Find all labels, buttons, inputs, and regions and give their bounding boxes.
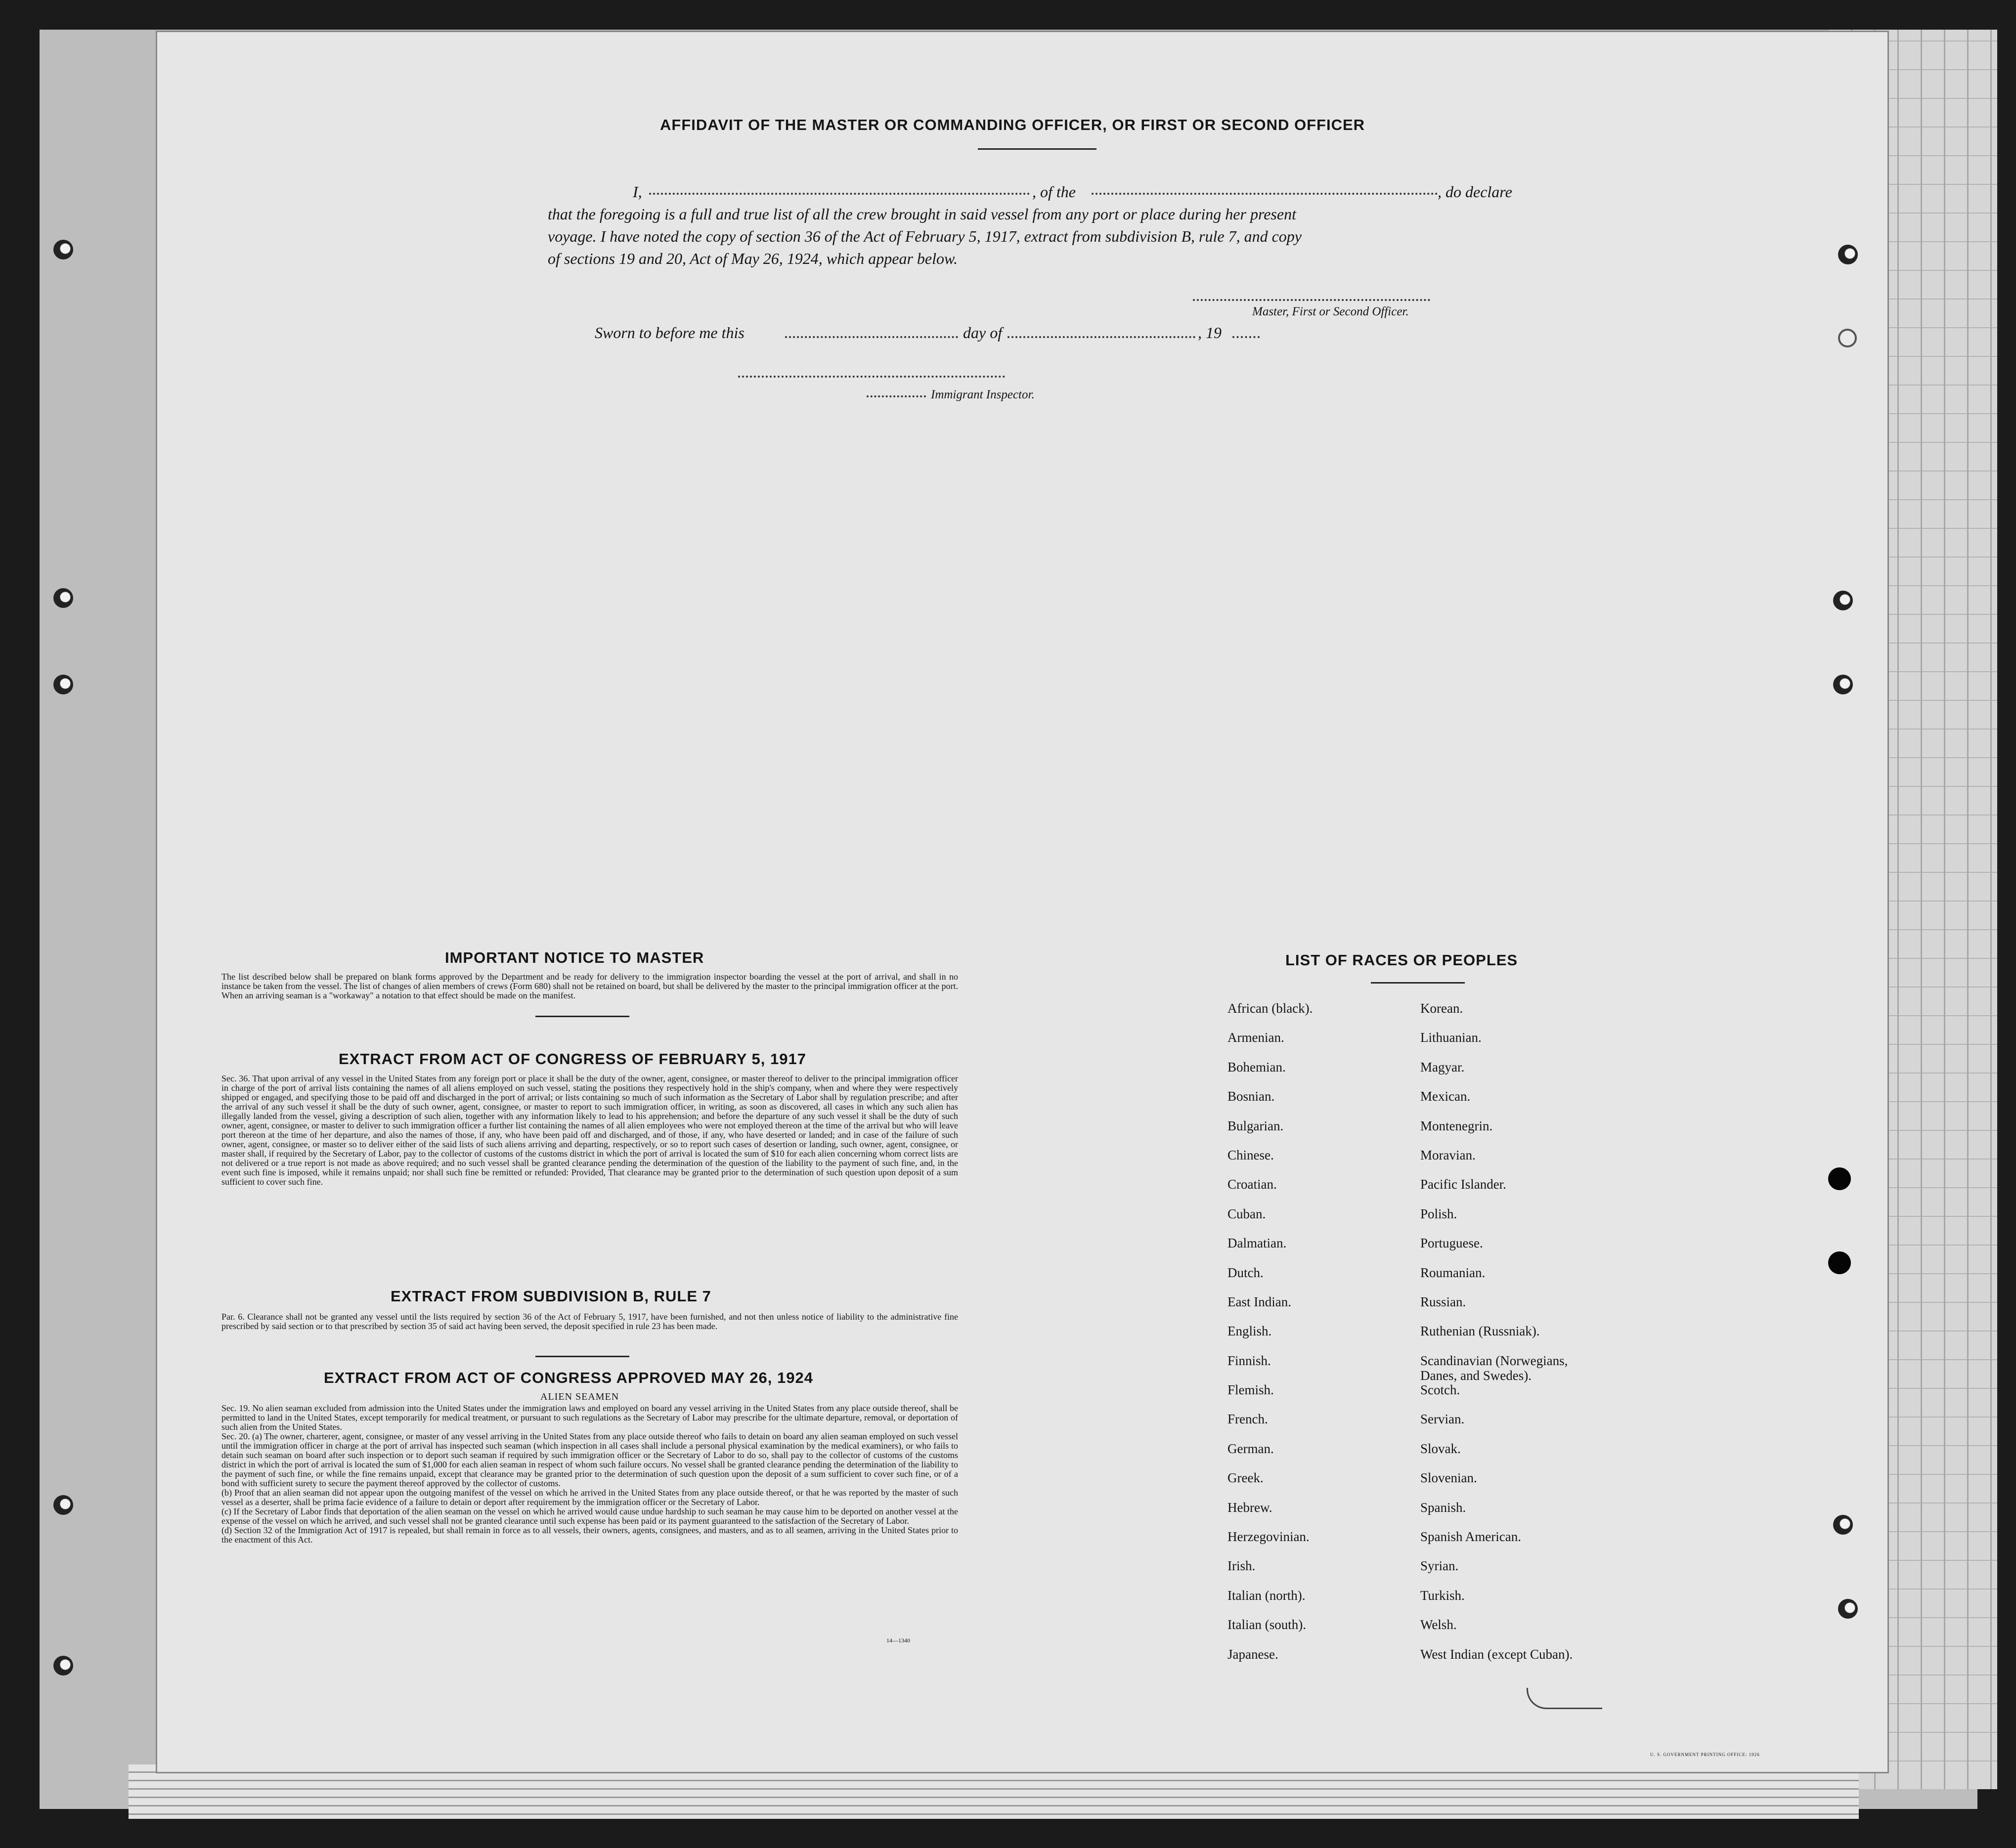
race-item: Bulgarian. [1227,1118,1284,1133]
race-item: Korean. [1420,1001,1463,1016]
notice-body: The list described below shall be prepared on blank forms approved by the Department and be ready for delivery to the immigration inspector boarding the vessel at the port of arrival, and shall in no instance be taken from the vessel. The list of changes of alien members of crews (Form 680) shall not be retained on board, but shall be delivered by the master to the principal immigration officer at the port. When an arriving seaman is a "workaway" a notation to that effect should be made on the manifest. [221,972,958,1000]
race-item: Magyar. [1420,1059,1465,1074]
divider [535,1356,629,1357]
notice-title: IMPORTANT NOTICE TO MASTER [445,949,704,966]
sworn-text: Sworn to before me this [595,324,745,342]
race-item: Dalmatian. [1227,1236,1287,1251]
race-item: Pacific Islander. [1420,1177,1506,1192]
extract-1917-title: EXTRACT FROM ACT OF CONGRESS OF FEBRUARY 5, 1917 [339,1050,806,1068]
extract-rule7-title: EXTRACT FROM SUBDIVISION B, RULE 7 [391,1288,711,1305]
race-item: Syrian. [1420,1558,1459,1574]
month-blank [1008,336,1195,338]
punch-hole-left [53,1495,73,1515]
affidavit-i: I, [633,183,642,201]
punch-hole-left [53,675,73,694]
race-item: Scandinavian (Norwegians, Danes, and Swedes). [1420,1353,1568,1383]
race-item: Spanish American. [1420,1529,1521,1545]
race-item: Mexican. [1420,1089,1471,1104]
name-blank [649,193,1030,195]
race-item: Greek. [1227,1470,1264,1486]
day-blank [785,336,958,338]
race-item: Finnish. [1227,1353,1271,1368]
race-item: Slovak. [1420,1441,1461,1456]
inspector-caption: Immigrant Inspector. [931,388,1035,401]
punch-hole-right [1838,329,1857,347]
race-item: Spanish. [1420,1500,1466,1515]
race-item: Portuguese. [1420,1236,1483,1251]
year-blank [1232,336,1260,338]
race-item: Dutch. [1227,1265,1264,1280]
race-item: African (black). [1227,1001,1313,1016]
race-item: West Indian (except Cuban). [1420,1646,1573,1662]
race-item: Servian. [1420,1412,1465,1427]
printer-line: U. S. GOVERNMENT PRINTING OFFICE: 1926 [1650,1752,1760,1757]
master-signature-line [1193,299,1430,301]
races-title: LIST OF RACES OR PEOPLES [1285,951,1518,969]
race-item: Bosnian. [1227,1089,1275,1104]
stacked-page-edges [129,1764,1859,1819]
race-item: Russian. [1420,1294,1466,1309]
race-item: Croatian. [1227,1177,1277,1192]
inspector-signature-line [738,376,1005,378]
extract-1924-subtitle: ALIEN SEAMEN [540,1391,619,1402]
extract-rule7-body: Par. 6. Clearance shall not be granted any vessel until the lists required by section 36 of the Act of February 5, 1917, have been furnished, and not then unless notice of liability to the administrative fine prescribed by said section or to that prescribed by section 35 of said act having been served, the deposit specified in rule 23 has been made. [221,1312,958,1331]
extract-1917-body: Sec. 36. That upon arrival of any vessel in the United States from any foreign port or place it shall be the duty of the owner, agent, consignee, or master thereof to deliver to the principal immigration officer in charge of the port of arrival lists containing the names of all aliens employed on such vessel, stating the positions they respectively hold in the ship's company, when and where they were respectively shipped or engaged, and specifying those to be paid off and discharged in the port of arrival; or lists containing so much of such information as the Secretary of Labor shall by regulation prescribe; and after the arrival of any such vessel it shall be the duty of such owner, agent, consignee, or master to report to such immigration officer, in writing, as soon as discovered, all cases in which any such alien has illegally landed from the vessel, giving a description of such alien, together with any information likely to lead to his apprehension; and before the departure of any such vessel it shall be the duty of such owner, agent, consignee, or master to deliver to such immigration officer a further list containing the names of all alien employees who were not employed thereon at the time of the arrival but who will leave port thereon at the time of her departure, and also the names of those, if any, who have been paid off and discharged, and of those, if any, who have deserted or landed; and in case of the failure of such owner, agent, consignee, or master so to deliver either of the said lists of such aliens arriving and departing, respectively, or so to report such cases of desertion or landing, such owner, agent, consignee, or master shall, if required by the Secretary of Labor, pay to the collector of customs of the customs district in which the port of arrival is located the sum of $10 for each alien concerning whom correct lists are not delivered or a true report is not made as above required; and no such vessel shall be granted clearance pending the determination of the question of the liability to the payment of such fine, and, in the event such fine is imposed, while it remains unpaid; nor shall such fine be remitted or refunded: Provided, That clearance may be granted prior to the determination of such question upon deposit of a sum sufficient to cover such fine. [221,1074,958,1187]
divider [1371,982,1465,984]
race-item: English. [1227,1324,1272,1339]
race-item: Moravian. [1420,1147,1476,1162]
race-item: Polish. [1420,1206,1457,1221]
pencil-mark [1527,1688,1602,1709]
race-item: Turkish. [1420,1588,1465,1603]
affidavit-declare: , do declare [1438,183,1512,201]
race-item: Bohemian. [1227,1059,1286,1074]
race-item: Lithuanian. [1420,1030,1482,1045]
extract-1924-body: Sec. 19. No alien seaman excluded from admission into the United States under the immigration laws and employed on board any vessel arriving in the United States from any place outside thereof, shall be permitted to land in the United States, except temporarily for medical treatment, or pursuant to such regulations as the Secretary of Labor may prescribe for the ultimate departure, removal, or deportation of such alien from the United States. Sec. 20. (a) The owner, charterer, agent, consignee, or master of any vessel arriving in the United States from any place outside thereof who fails to detain on board any alien seaman employed on such vessel until the immigration officer in charge at the port of arrival has inspected such seaman (which inspection in all cases shall include a personal physical examination by the medical examiners), or who fails to detain such seaman on board after such inspection or to deport such seaman if required by such immigration officer or the Secretary of Labor to do so, shall pay to the collector of customs of the customs district in which the port of arrival is located the sum of $1,000 for each alien seaman in respect of whom such failure occurs. No vessel shall be granted clearance pending the determination of the liability to the payment of such fine, or while the fine remains unpaid, except that clearance may be granted prior to the determination of such question upon the deposit of a sum sufficient to cover such fine, or of a bond with sufficient surety to secure the payment thereof approved by the collector of customs. (b) Proof that an alien seaman did not appear upon the outgoing manifest of the vessel on which he arrived in the United States from any place outside thereof, or that he was reported by the master of such vessel as a deserter, shall be prima facie evidence of a failure to detain or deport after requirement by the immigration officer or the Secretary of Labor. (c) If the Secretary of Labor finds that deportation of the alien seaman on the vessel on which he arrived would cause undue hardship to such seaman he may cause him to be deported on another vessel at the expense of the vessel on which he arrived, and such vessel shall not be granted clearance until such expense has been paid or its payment guaranteed to the satisfaction of the Secretary of Labor. (d) Section 32 of the Immigration Act of 1917 is repealed, but shall remain in force as to all vessels, their owners, agents, consignees, and masters, and as to all seamen, arriving in the United States prior to the enactment of this Act. [221,1403,958,1545]
divider [978,148,1096,150]
affidavit-title: AFFIDAVIT OF THE MASTER OR COMMANDING OFFICER, OR FIRST OR SECOND OFFICER [660,116,1365,133]
inspector-short-line [867,395,926,397]
races-right-column [1420,1001,1658,1676]
race-item: Japanese. [1227,1646,1278,1662]
race-item: Italian (south). [1227,1617,1306,1633]
punch-hole-left [53,588,73,608]
race-item: Irish. [1227,1558,1256,1574]
punch-hole-right [1833,591,1853,610]
race-item: Herzegovinian. [1227,1529,1310,1545]
race-item: Chinese. [1227,1147,1274,1162]
affidavit-line-3: voyage. I have noted the copy of section 36 of the Act of February 5, 1917, extract from subdivision B, rule 7, and copy [548,227,1302,245]
extract-1924-title: EXTRACT FROM ACT OF CONGRESS APPROVED MAY 26, 1924 [324,1369,813,1386]
punch-hole-right [1838,245,1858,264]
race-item: Slovenian. [1420,1470,1477,1486]
race-item: German. [1227,1441,1274,1456]
punch-hole-right [1828,1167,1851,1190]
divider [535,1016,629,1017]
race-item: Montenegrin. [1420,1118,1493,1133]
punch-hole-left [53,240,73,259]
affidavit-line-2: that the foregoing is a full and true list of all the crew brought in said vessel from any port or place during her present [548,205,1296,223]
punch-hole-right [1828,1251,1851,1274]
punch-hole-right [1838,1599,1858,1619]
race-item: French. [1227,1412,1268,1427]
race-item: Ruthenian (Russniak). [1420,1324,1540,1339]
race-item: Scotch. [1420,1382,1460,1398]
races-left-column [1227,1001,1415,1676]
punch-hole-left [53,1656,73,1676]
year-prefix: , 19 [1198,324,1222,342]
race-item: Armenian. [1227,1030,1284,1045]
master-caption: Master, First or Second Officer. [1252,305,1409,318]
day-of-text: day of [963,324,1003,342]
affidavit-of-the: , of the [1032,183,1076,201]
form-number: 14—1340 [886,1637,910,1644]
manifest-back-page [157,32,1887,1772]
race-item: Hebrew. [1227,1500,1272,1515]
affidavit-line-4: of sections 19 and 20, Act of May 26, 1924, which appear below. [548,250,958,267]
race-item: Italian (north). [1227,1588,1306,1603]
punch-hole-right [1833,675,1853,694]
race-item: Flemish. [1227,1382,1274,1398]
race-item: East Indian. [1227,1294,1291,1309]
race-item: Welsh. [1420,1617,1457,1633]
race-item: Cuban. [1227,1206,1266,1221]
race-item: Roumanian. [1420,1265,1486,1280]
punch-hole-right [1833,1515,1853,1535]
vessel-blank [1092,193,1438,195]
